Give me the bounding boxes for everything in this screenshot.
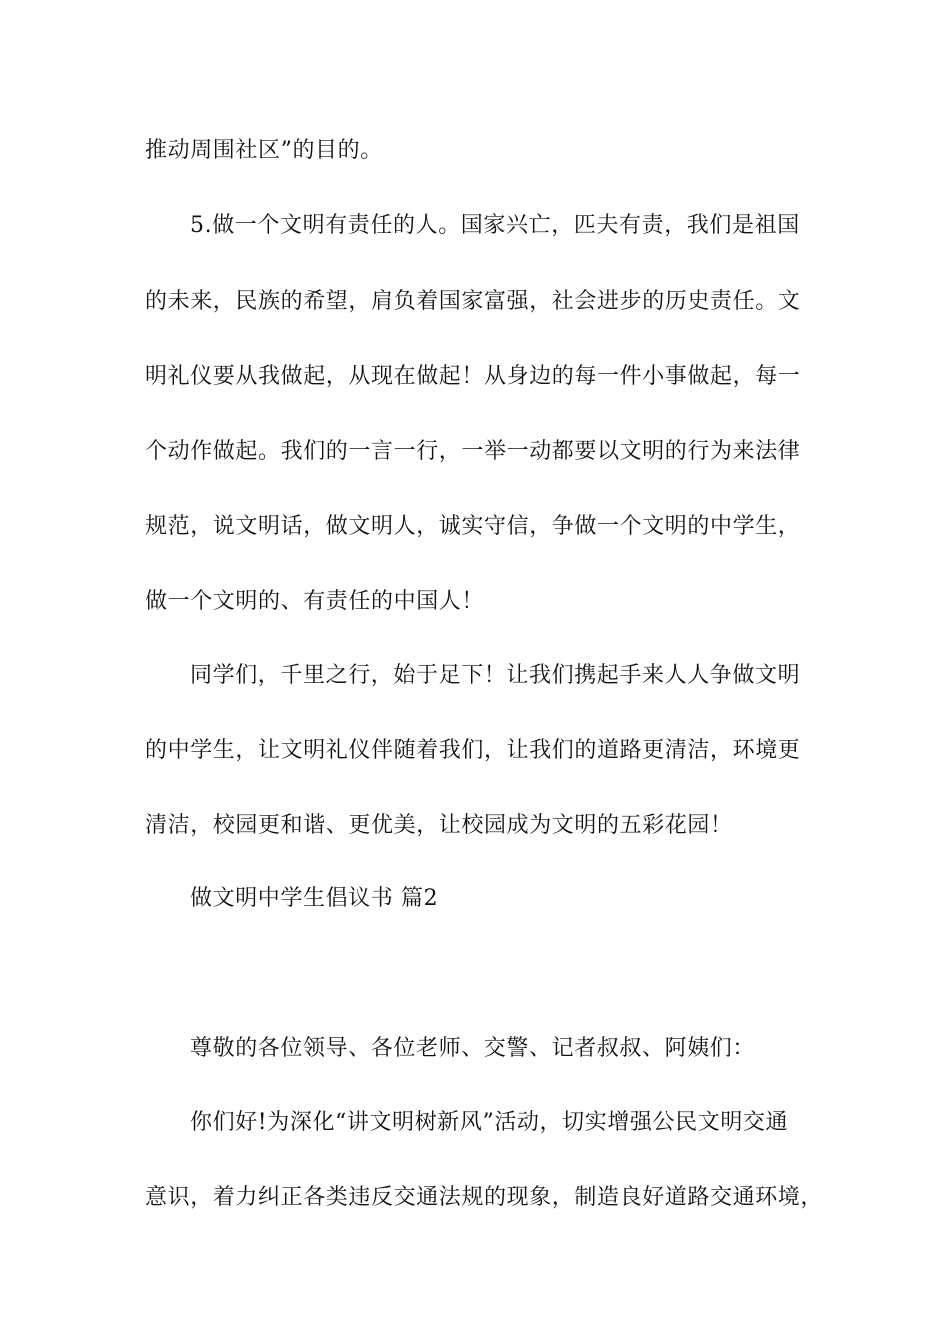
- paragraph-line: 推动周围社区”的目的。: [145, 138, 383, 163]
- paragraph-line: 意识，着力纠正各类违反交通法规的现象，制造良好道路交通环境，: [145, 1185, 824, 1210]
- paragraph-line: 的中学生，让文明礼仪伴随着我们，让我们的道路更清洁，环境更: [145, 738, 801, 763]
- paragraph-line: 你们好!为深化“讲文明树新风”活动，切实增强公民文明交通: [190, 1110, 789, 1135]
- paragraph-line: 规范，说文明话，做文明人，诚实守信，争做一个文明的中学生，: [145, 514, 801, 539]
- paragraph-line: 明礼仪要从我做起，从现在做起！从身边的每一件小事做起，每一: [145, 364, 801, 389]
- paragraph-line: 个动作做起。我们的一言一行，一举一动都要以文明的行为来法律: [145, 439, 801, 464]
- section-heading: 做文明中学生倡议书 篇2: [190, 886, 439, 911]
- paragraph-line: 的未来，民族的希望，肩负着国家富强，社会进步的历史责任。文: [145, 289, 801, 314]
- salutation-line: 尊敬的各位领导、各位老师、交警、记者叔叔、阿姨们：: [190, 1036, 756, 1061]
- paragraph-line: 清洁，校园更和谐、更优美，让校园成为文明的五彩花园！: [145, 813, 733, 838]
- paragraph-line: 5.做一个文明有责任的人。国家兴亡，匹夫有责，我们是祖国: [190, 213, 800, 238]
- paragraph-line: 做一个文明的、有责任的中国人！: [145, 589, 485, 614]
- paragraph-line: 同学们，千里之行，始于足下！让我们携起手来人人争做文明: [190, 663, 801, 688]
